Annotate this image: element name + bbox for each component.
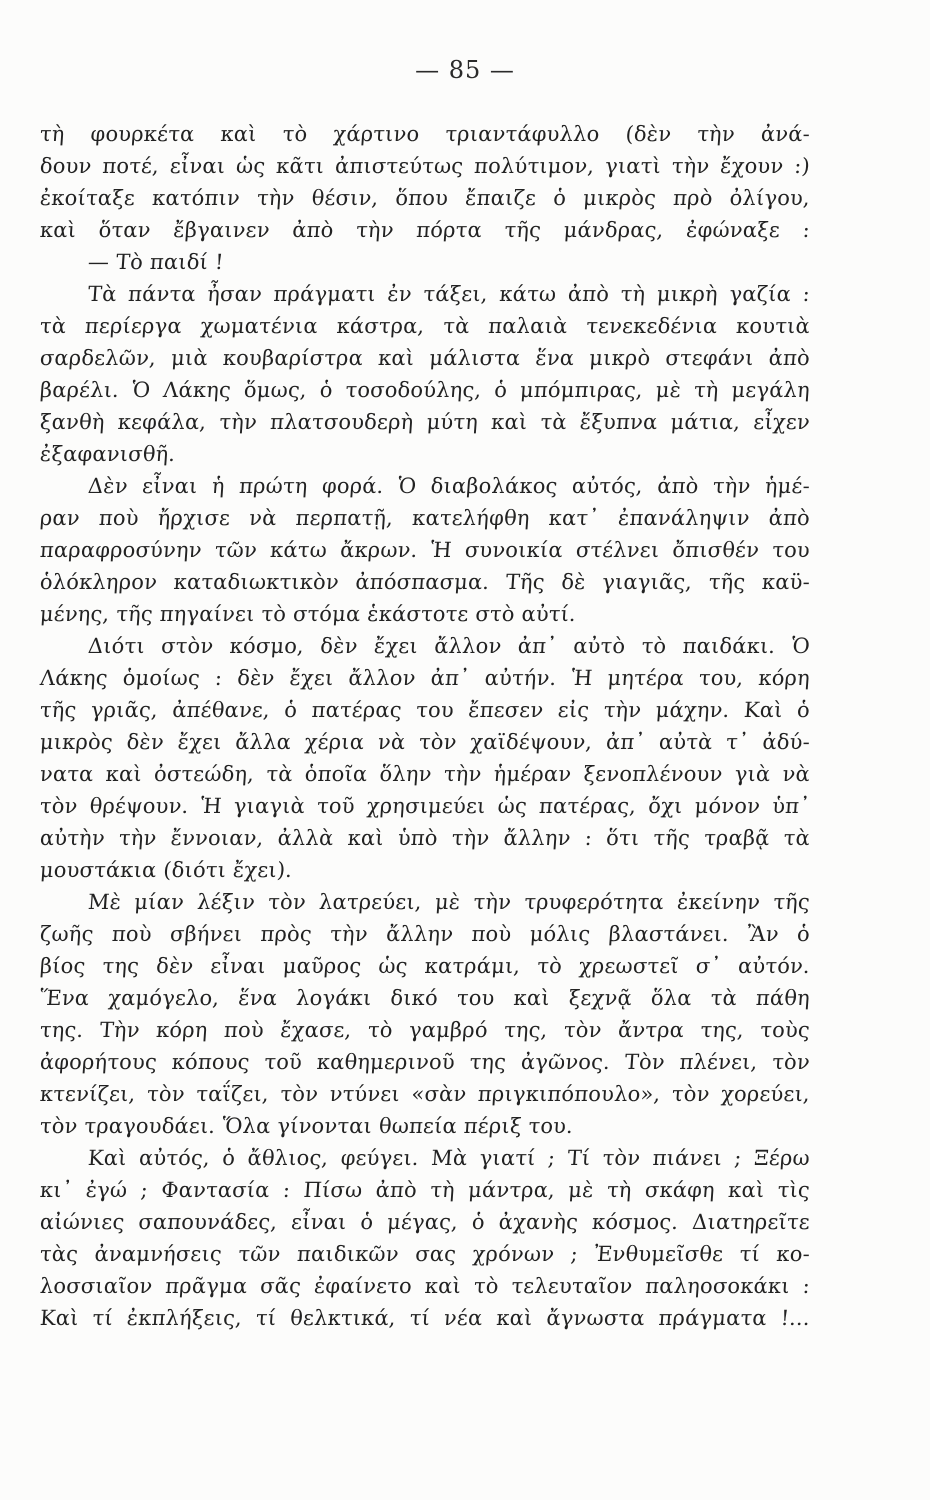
text-line: κτενίζει, τὸν ταΐζει, τὸν ντύνει «σὰν πριγκιπόπουλο», τὸν χορεύει, xyxy=(39,1082,811,1106)
text-line: βίος της δὲν εἶναι μαῦρος ὡς κατράμι, τὸ χρεωστεῖ σ᾽ αὐτόν. xyxy=(39,954,811,978)
text-line: της. Τὴν κόρη ποὺ ἔχασε, τὸ γαμβρό της, τὸν ἄντρα της, τοὺς xyxy=(39,1018,811,1042)
paragraph-start-line: Διότι στὸν κόσμο, δὲν ἔχει ἄλλον ἀπ᾽ αὐτὸ τὸ παιδάκι. Ὁ xyxy=(87,634,811,658)
text-line: Ἕνα χαμόγελο, ἕνα λογάκι δικό του καὶ ξεχνᾷ ὅλα τὰ πάθη xyxy=(39,986,811,1010)
text-line: σαρδελῶν, μιὰ κουβαρίστρα καὶ μάλιστα ἕνα μικρὸ στεφάνι ἀπὸ xyxy=(39,346,811,370)
paragraph-end-line: μένης, τῆς πηγαίνει τὸ στόμα ἑκάστοτε στὸ αὐτί. xyxy=(39,602,577,626)
paragraph-end-line: μουστάκια (διότι ἔχει). xyxy=(39,858,294,882)
paragraph-start-line: Καὶ αὐτός, ὁ ἄθλιος, φεύγει. Μὰ γιατί ; Τί τὸν πιάνει ; Ξέρω xyxy=(87,1146,811,1170)
text-line: τὰς ἀναμνήσεις τῶν παιδικῶν σας χρόνων ; Ἐνθυμεῖσθε τί κο- xyxy=(39,1242,811,1266)
paragraph-start-line: Μὲ μίαν λέξιν τὸν λατρεύει, μὲ τὴν τρυφερότητα ἐκείνην τῆς xyxy=(87,890,811,914)
text-line: τῆς γριᾶς, ἀπέθανε, ὁ πατέρας του ἔπεσεν εἰς τὴν μάχην. Καὶ ὁ xyxy=(39,698,811,722)
text-line: ἐκοίταξε κατόπιν τὴν θέσιν, ὅπου ἔπαιζε ὁ μικρὸς πρὸ ὀλίγου, xyxy=(39,186,811,210)
paragraph-start-line: Τὰ πάντα ἦσαν πράγματι ἐν τάξει, κάτω ἀπὸ τὴ μικρὴ γαζία : xyxy=(87,282,811,306)
text-line: ξανθὴ κεφάλα, τὴν πλατσουδερὴ μύτη καὶ τὰ ἔξυπνα μάτια, εἶχεν xyxy=(39,410,811,434)
text-line: Καὶ τί ἐκπλήξεις, τί θελκτικά, τί νέα καὶ ἄγνωστα πράγματα !... xyxy=(39,1306,811,1330)
text-line: αὐτὴν τὴν ἔννοιαν, ἀλλὰ καὶ ὑπὸ τὴν ἄλλην : ὅτι τῆς τραβᾷ τὰ xyxy=(39,826,811,850)
paragraph-end-line: ἐξαφανισθῆ. xyxy=(39,442,177,466)
dialogue-line: — Τὸ παιδί ! xyxy=(87,250,225,274)
text-line: νατα καὶ ὀστεώδη, τὰ ὁποῖα ὅλην τὴν ἡμέραν ξενοπλένουν γιὰ νὰ xyxy=(39,762,811,786)
text-line: βαρέλι. Ὁ Λάκης ὅμως, ὁ τοσοδούλης, ὁ μπόμπιρας, μὲ τὴ μεγάλη xyxy=(39,378,811,402)
text-line: μικρὸς δὲν ἔχει ἄλλα χέρια νὰ τὸν χαϊδέψουν, ἀπ᾽ αὐτὰ τ᾽ ἀδύ- xyxy=(39,730,811,754)
text-line: λοσσιαῖον πρᾶγμα σᾶς ἐφαίνετο καὶ τὸ τελευταῖον παληοσοκάκι : xyxy=(39,1274,811,1298)
text-line: κι᾽ ἐγώ ; Φαντασία : Πίσω ἀπὸ τὴ μάντρα, μὲ τὴ σκάφη καὶ τὶς xyxy=(39,1178,811,1202)
page-number: — 85 — xyxy=(415,56,515,84)
text-line: δουν ποτέ, εἶναι ὡς κᾶτι ἀπιστεύτως πολύτιμον, γιατὶ τὴν ἔχουν :) xyxy=(39,154,811,178)
text-line: Λάκης ὁμοίως : δὲν ἔχει ἄλλον ἀπ᾽ αὐτήν. Ἡ μητέρα του, κόρη xyxy=(39,666,811,690)
text-line: ὁλόκληρον καταδιωκτικὸν ἀπόσπασμα. Τῆς δὲ γιαγιᾶς, τῆς καϋ- xyxy=(39,570,811,594)
text-line: παραφροσύνην τῶν κάτω ἄκρων. Ἡ συνοικία στέλνει ὄπισθέν του xyxy=(39,538,811,562)
text-line: ζωῆς ποὺ σβήνει πρὸς τὴν ἄλλην ποὺ μόλις βλαστάνει. Ἂν ὁ xyxy=(39,922,811,946)
text-line: ἀφορήτους κόπους τοῦ καθημερινοῦ της ἀγῶνος. Τὸν πλένει, τὸν xyxy=(39,1050,811,1074)
paragraph-end-line: τὸν τραγουδάει. Ὅλα γίνονται θωπεία πέριξ του. xyxy=(39,1114,574,1138)
paragraph-start-line: Δὲν εἶναι ἡ πρώτη φορά. Ὁ διαβολάκος αὐτός, ἀπὸ τὴν ἡμέ- xyxy=(87,474,811,498)
text-line: αἰώνιες σαπουνάδες, εἶναι ὁ μέγας, ὁ ἀχανὴς κόσμος. Διατηρεῖτε xyxy=(39,1210,811,1234)
text-line: τὸν θρέψουν. Ἡ γιαγιὰ τοῦ χρησιμεύει ὡς πατέρας, ὄχι μόνον ὑπ᾽ xyxy=(39,794,811,818)
body-text xyxy=(40,118,810,1334)
text-line: τὴ φουρκέτα καὶ τὸ χάρτινο τριαντάφυλλο (δὲν τὴν ἀνά- xyxy=(39,122,811,146)
text-line: καὶ ὅταν ἔβγαινεν ἀπὸ τὴν πόρτα τῆς μάνδρας, ἐφώναξε : xyxy=(39,218,811,242)
text-line: τὰ περίεργα χωματένια κάστρα, τὰ παλαιὰ τενεκεδένια κουτιὰ xyxy=(39,314,811,338)
text-line: ραν ποὺ ἤρχισε νὰ περπατῇ, κατελήφθη κατ᾽ ἐπανάληψιν ἀπὸ xyxy=(39,506,811,530)
